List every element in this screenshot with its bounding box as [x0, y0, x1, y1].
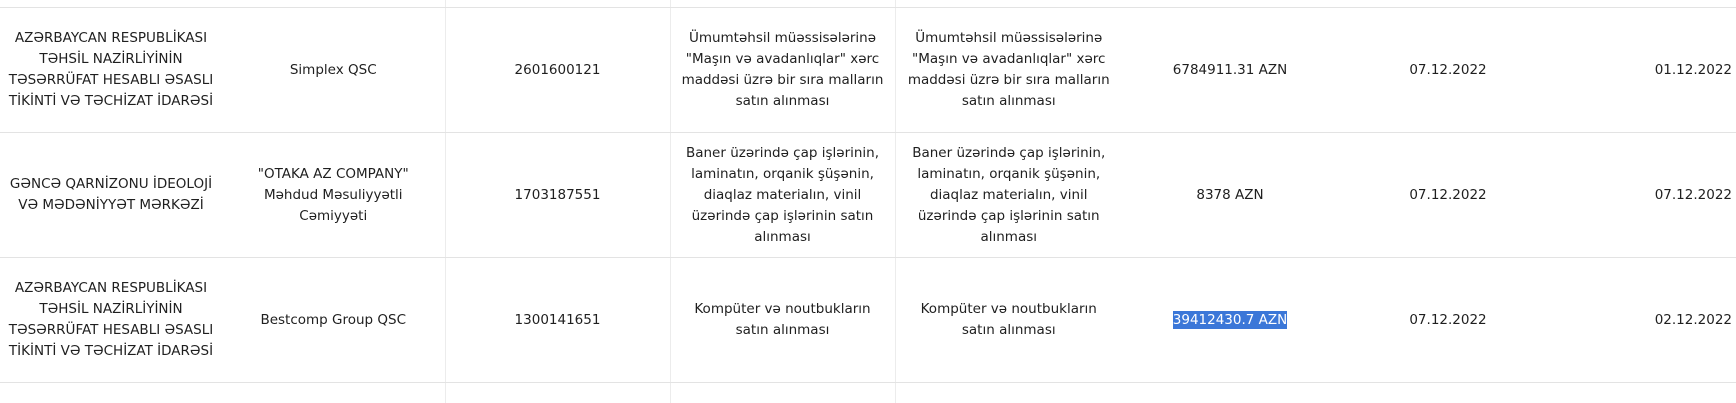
subject-cell: Kompüter və noutbukların satın alınması: [670, 258, 895, 383]
table-cell: [445, 383, 670, 403]
organization-cell: AZƏRBAYCAN RESPUBLİKASI TƏHSİL NAZİRLİYİNİN TƏSƏRRÜFAT HESABLI ƏSASLI TİKİNTİ VƏ TƏCHİZAT İDARƏSİ: [0, 8, 222, 133]
selected-text-highlight[interactable]: 39412430.7 AZN: [1172, 311, 1288, 328]
description-cell: Kompüter və noutbukların satın alınması: [895, 258, 1122, 383]
table-cell: [895, 0, 1122, 8]
table-row-partial-bottom: [0, 383, 1736, 403]
table-cell: [1122, 383, 1338, 403]
subject-cell: Baner üzərində çap işlərinin, laminatın, orqanik şüşənin, diaqlaz materialın, vinil üzərində çap işlərinin satın alınması: [670, 133, 895, 258]
table-row[interactable]: [0, 258, 1736, 383]
table-cell: [1338, 0, 1558, 8]
date-cell: 07.12.2022: [1338, 258, 1558, 383]
date-cell: 07.12.2022: [1338, 8, 1558, 133]
date-cell: 07.12.2022: [1338, 133, 1558, 258]
table-cell: [222, 383, 445, 403]
table-cell: [1338, 383, 1558, 403]
amount-cell: 6784911.31 AZN: [1122, 8, 1338, 133]
amount-cell[interactable]: [1122, 258, 1338, 383]
table-cell: [1558, 383, 1736, 403]
table-cell: [670, 0, 895, 8]
subject-cell: Ümumtəhsil müəssisələrinə "Maşın və avadanlıqlar" xərc maddəsi üzrə bir sıra malların satın alınması: [670, 8, 895, 133]
table-cell: [0, 383, 222, 403]
table-row-partial-top: [0, 0, 1736, 8]
tax-id-cell: 1300141651: [445, 258, 670, 383]
date-cell: 07.12.2022: [1558, 133, 1736, 258]
table-cell: [670, 383, 895, 403]
table-cell: [0, 0, 222, 8]
amount-cell: 8378 AZN: [1122, 133, 1338, 258]
supplier-cell: Bestcomp Group QSC: [222, 258, 445, 383]
supplier-cell: Simplex QSC: [222, 8, 445, 133]
table-row[interactable]: [0, 133, 1736, 258]
organization-cell: AZƏRBAYCAN RESPUBLİKASI TƏHSİL NAZİRLİYİNİN TƏSƏRRÜFAT HESABLI ƏSASLI TİKİNTİ VƏ TƏCHİZAT İDARƏSİ: [0, 258, 222, 383]
description-cell: Ümumtəhsil müəssisələrinə "Maşın və avadanlıqlar" xərc maddəsi üzrə bir sıra malların satın alınması: [895, 8, 1122, 133]
tax-id-cell: 2601600121: [445, 8, 670, 133]
table-cell: [895, 383, 1122, 403]
table-cell: [1122, 0, 1338, 8]
organization-cell: GƏNCƏ QARNİZONU İDEOLOJİ VƏ MƏDƏNİYYƏT MƏRKƏZİ: [0, 133, 222, 258]
description-cell: Baner üzərində çap işlərinin, laminatın, orqanik şüşənin, diaqlaz materialın, vinil üzərində çap işlərinin satın alınması: [895, 133, 1122, 258]
date-cell: 02.12.2022: [1558, 258, 1736, 383]
table-cell: [445, 0, 670, 8]
table-cell: [222, 0, 445, 8]
supplier-cell: "OTAKA AZ COMPANY" Məhdud Məsuliyyətli Cəmiyyəti: [222, 133, 445, 258]
table-cell: [1558, 0, 1736, 8]
tax-id-cell: 1703187551: [445, 133, 670, 258]
date-cell: 01.12.2022: [1558, 8, 1736, 133]
table-row[interactable]: [0, 8, 1736, 133]
